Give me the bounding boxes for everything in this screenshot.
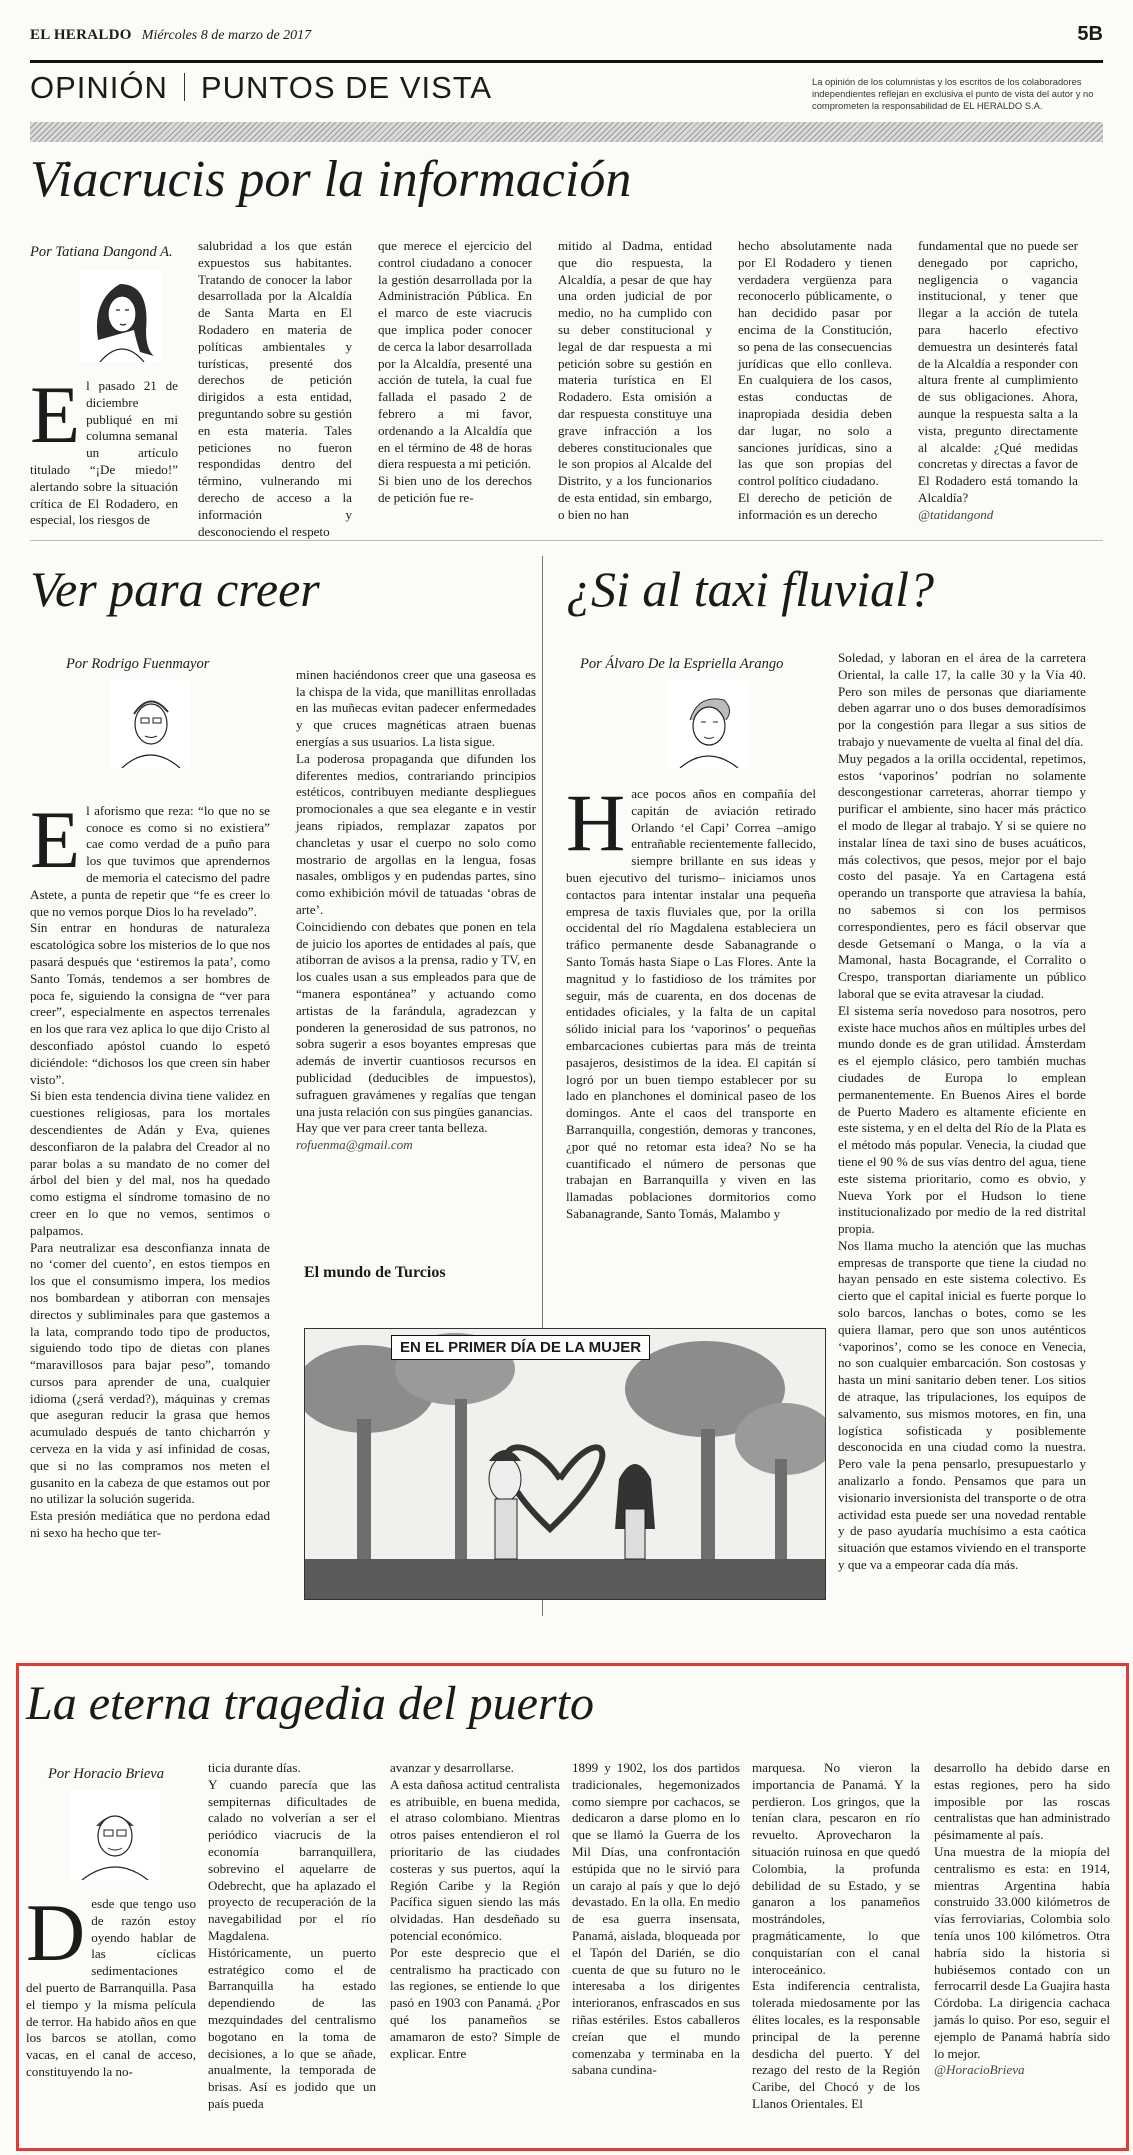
section-secondary: PUNTOS DE VISTA [200,70,493,105]
article4-col-4: 1899 y 1902, los dos partidos tradicionales, hegemonizados como siempre por cachacos, se dedicaron a darse plomo en lo que se llamó la Guerra de los Mil Días, una confrontación estúpida que no le sirvió para un carajo al país y que lo dejó devastado. En la olla. En medio de esa guerra insensata, Panamá, aislada, bloqueada por el Tapón del Darién, se dio cuenta de que su futuro no le interesaba a los dirigentes interioranos, enfrascados en sus riñas estériles. Estos caballeros creían que el mundo comenzaba y terminaba en la sabana cundina- [572,1760,740,2078]
masthead-rule [30,60,1103,63]
hatched-band [30,122,1103,142]
article1-col-6: fundamental que no puede ser denegado por capricho, negligencia o vagancia institucional, y tener que llegar a la acción de tutela para hacerlo efectivo demuestra un desinterés fatal de la Alcaldía a responder con altura frente al cumplimiento de sus obligaciones. Ahora, aunque la respuesta salta a la vista, pregunto directamente al alcalde: ¿Qué medidas concretas y directas a favor de El Rodadero está tomando la Alcaldía? @tatidangond [918,238,1078,522]
article4-byline: Por Horacio Brieva [48,1766,164,1782]
newspaper-name: EL HERALDO [30,27,132,43]
article2-col-1: El aforismo que reza: “lo que no se conoce es como si no existiera” cae como verdad de a puño para los que tuvimos que aprendernos de memoria el catecismo del padre Astete, a punta de repetir que “fe es creer lo que no vemos porque Dios lo ha revelado”. Sin entrar en honduras de naturaleza escatológica sobre los misterios de lo que nos pasará después que ‘estiremos la pata’, como Santo Tomás, tendemos a ser hombres de poca fe, siguiendo la consigna de “ver para creer”, especialmente en aspectos terrenales en los que rara vez aplica lo que dijo Cristo al desconfiado apóstol cuando lo espetó diciéndole: “dichosos los que creen sin haber visto”. Si bien esta tendencia divina tiene validez en cuestiones religiosas, para los mortales descendientes de Adán y Eva, quienes desconfiaron de la palabra del Creador al no parar bolas a su mandato de no comer del árbol del bien y del mal, nos ha quedado como estigma el síndrome tomasino de no creer en lo que no vemos, sentimos o palpamos. Para neutralizar esa desconfianza innata de no ‘comer del cuento’, en estos tiempos en los que el consumismo impera, los medios nos bombardean y atiborran con mensajes directos y subliminales para que gastemos a la lata, comprando todo tipo de productos, siguiendo todo tipo de dietas con planes “maravillosos para bajar peso”, tomando cursos para aprender de una, cualquier idioma (¿será verdad?), máquinas y cremas que aseguran reducir la grasa que hemos acumulado después de tanto chicharrón y cerveza en la vida y así infinidad de cosas, que si no las compramos nos meten el gusanito en la cabeza de que estamos out por no utilizar la solución sugerida. Esta presión mediática que no perdona edad ni sexo ha hecho que ter- [30,793,270,1541]
author-portrait-dangond [80,270,162,362]
article1-col-4: mitido al Dadma, entidad que dio respuesta, la Alcaldía, a pesar de que hay una orden judicial de por medio, no ha cumplido con su deber constitucional y legal de dar respuesta a mi petición sobre su gestión en materia turística en El Rodadero. Esta omisión a dar respuesta constituye una grave infracción a los deberes constitucionales que le son propios al Alcalde del Distrito, y a los funcionarios de esta entidad, sin embargo, o bien no han [558,238,712,522]
section-primary: OPINIÓN [30,70,168,105]
article3-col-1: Hace pocos años en compañía del capitán de aviación retirado Orlando ‘el Capi’ Correa –amigo entrañable recientemente fallecido, siempre brillante en sus ideas y buen ejecutivo del turismo– iniciamos unos contactos para intentar instalar una pequeña empresa de taxis fluviales que, por la orilla occidental del río Magdalena estableciera un tráfico permanente desde Sabanagrande o Santo Tomás hasta Siape o Las Flores. Ante la magnitud y lo fastidioso de los trámites por seguir, más de cuarenta, en dos docenas de entidades oficiales, y la falta de un capital sólido inicial para los ‘vaporinos’ o pequeñas embarcaciones cubiertas para más de treinta pasajeros, desistimos de la idea. El capitán sí logró por un buen tiempo establecer por su lado en planchones el dominical paseo de los domingos. Ante el caos del transporte en Barranquilla, congestión, demoras y trancones, ¿por qué no retomar esta idea? No se ha cuantificado el número de personas que trabajan en Barranquilla y viven en las llamadas poblaciones dormitorios como Sabanagrande, Santo Tomás, Malambo y [566,777,816,1221]
dropcap: D [26,1887,86,1978]
article4-col-3: avanzar y desarrollarse. A esta dañosa actitud centralista es atribuible, en buena medida, el atraso colombiano. Mientras otros países entendieron el rol prioritario de las ciudades costeras y sus puertos, aquí la Región Caribe y la Región Pacífica siguen siendo las más olvidadas. Han desdeñado su potencial económico. Por este desprecio que el centralismo ha practicado con las regiones, se entiende lo que pasó en 1903 con Panamá. ¿Por qué los panameños se amamaron de esto? Simple de explicar. Entre [390,1760,560,2061]
article1-byline: Por Tatiana Dangond A. [30,244,173,260]
masthead [30,23,1103,48]
article4-col-5: marquesa. No vieron la importancia de Panamá. Y la perdieron. Los gringos, que la tenían clara, pescaron en río revuelto. Aprovecharon la situación ruinosa en que quedó Colombia, la profunda debilidad de su Estado, y se ganaron a los panameños mostrándoles, pragmáticamente, lo que conquistarían con el canal interoceánico. Esta indiferencia centralista, tolerada miedosamente por las élites locales, es la responsable principal de la perenne desdicha del puerto. Y del rezago del resto de la Región Caribe, del Chocó y de los Llanos Orientales. El [752,1760,920,2111]
article3-col-2: Soledad, y laboran en el área de la carretera Oriental, la calle 17, la calle 30 y la Vía 40. Pero son miles de personas que diariamente deben agarrar uno o dos buses demoradísimos por la congestión para llegar a sus sitios de trabajo y nuevamente de vuelta al final del día. Muy pegados a la orilla occidental, repetimos, estos ‘vaporinos’ podrían no solamente descongestionar carreteras, ahorrar tiempo y purificar el ambiente, sino hacer más práctico el modo de llegar al trabajo. Y si se quiere no instalar línea de taxi sino de buses acuáticos, más colectivos, que pesos, mejor por el bajo costo del pasaje. Ya en Cartagena está operando un transporte que atraviesa la bahía, no sabemos si con los permisos correspondientes, pero es fácil observar que desde Getsemaní o Manga, o la vía a Mamonal, hasta Bocagrande, el Corralito o Crespo, transportan diariamente un público laboral que se evita atravesar la ciudad. El sistema sería novedoso para nosotros, pero existe hace muchos años en múltiples urbes del mundo donde es de gran utilidad. Ámsterdam es el ejemplo clásico, pero también muchas ciudades de Europa lo emplean permanentemente. En Buenos Aires el borde de Puerto Madero es altamente eficiente en este sistema, y en el delta del Río de la Plata es el método más popular. Venecia, la ciudad que tiene el 90 % de sus vías dentro del agua, tiene este sistema prioritario, como es obvio, y Nueva York por el Hudson lo tiene institucionalizado por medio de la red distrital propia. Nos llama mucho la atención que las muchas empresas de transporte que tiene la ciudad no hayan pensado en este sistema colectivo. Es cierto que el capital inicial es fuerte porque lo solo barcos, lanchas o botes, como se les quiera llamar, pero que son unos auténticos ‘vaporinos’, como se les conoce en Venecia, no son cualquier embarcación. Son costosas y hasta un mini sanitario deben tener. Los sitios de atraque, las tripulaciones, los equipos de salvamento, sus mismos motores, en fin, una logística sofisticada y posiblemente desconocida en una ciudad como la nuestra. Pero vale la pena pensarlo, presupuestarlo y analizarlo a fondo. Pensamos que para un visionario inversionista del transporte o de otra actividad esta puede ser una novedad rentable y de paso ayudaría muchísimo a esta caótica situación que estamos viviendo en el transporte y que va a empeorar cada día más. [838,650,1086,1573]
author-portrait-brieva [70,1790,160,1880]
article3-title: ¿Si al taxi fluvial? [566,561,935,617]
dropcap: E [30,369,81,460]
article2-col-2: minen haciéndonos creer que una gaseosa es la chispa de la vida, que manillitas enrolladas en las muñecas evitan padecer enfermedades y que cruces magnéticas atraen buenas energías a sus usuarios. La lista sigue. La poderosa propaganda que difunden los diferentes medios, contrariando principios estéticos, contribuyen mediante despliegues promocionales a que sea elegante e in vestir jeans ripiados, remplazar zapatos por chancletas y usar el cuerpo no solo como mostrario de argollas en la lengua, fosas nasales, ombligos y en pudendas partes, sino como exhibición móvil de tatuadas ‘obras de arte’. Coincidiendo con debates que ponen en tela de juicio los aportes de entidades al país, que atiborran de avisos a la prensa, radio y TV, en los cuales usan a sus empleados para que de “manera espontánea” y actuando como artistas de la farándula, agradezcan y ponderen la generosidad de sus patronos, no sobra sugerir a esos boyantes empresas que además de invertir cuantiosos recursos en publicidad (deducibles de impuestos), sufraguen gravámenes y regalías que tengan una justa relación con sus pingües ganancias. Hay que ver para creer tanta belleza. rofuenma@gmail.com [296,666,536,1153]
article3-byline: Por Álvaro De la Espriella Arango [580,656,784,672]
article2-signature: rofuenma@gmail.com [296,1137,413,1153]
dropcap: H [566,777,626,868]
article2-byline: Por Rodrigo Fuenmayor [66,656,210,672]
cartoon-drawing [305,1329,825,1599]
author-portrait-espriella [668,680,748,768]
article1-col-1: El pasado 21 de diciembre publiqué en mi columna semanal un artículo titulado “¡De miedo!” alertando sobre la situación crítica de El Rodadero, en especial, los riesgos de [30,369,178,528]
article4-signature: @HoracioBrieva [934,2062,1025,2078]
publication-date: Miércoles 8 de marzo de 2017 [141,28,312,43]
section-header [30,70,492,106]
article4-col-2: ticia durante días. Y cuando parecía que las sempiternas dificultades de calado no volverían a ser el periódico viacrucis de la economía barranquillera, sobrevino el aquelarre de Odebrecht, que ha aplazado el proyecto de recuperación de la navegabilidad por el río Magdalena. Históricamente, un puerto estratégico como el de Barranquilla ha estado dependiendo de las mezquindades del centralismo bogotano en la toma de decisiones, a lo que se añade, anualmente, la temporada de brisas. Así es jodido que un país pueda [208,1760,376,2111]
cartoon-caption: EN EL PRIMER DÍA DE LA MUJER [391,1335,650,1360]
article2-title: Ver para creer [30,561,320,617]
section-separator [184,73,185,101]
dropcap: E [30,793,81,885]
article4-title: La eterna tragedia del puerto [26,1677,594,1730]
disclaimer: La opinión de los columnistas y los escritos de los colaboradores independientes reflejan en exclusiva el punto de vista del autor y no comprometen la responsabilidad de EL HERALDO S.A. [812,76,1094,111]
cartoon [304,1328,826,1600]
section-divider [30,540,1103,541]
article1-title: Viacrucis por la información [30,151,632,208]
article4-col-1: Desde que tengo uso de razón estoy oyendo hablar de las cíclicas sedimentaciones del puerto de Barranquilla. Pasa el tiempo y la misma película de terror. Ha habido años en que los barcos se atollan, como vacas, en el canal de acceso, constituyendo la no- [26,1887,196,2079]
article1-col-2: salubridad a los que están expuestos sus habitantes. Tratando de conocer la labor desarrollada por la Alcaldía de Santa Marta en El Rodadero en materia de políticas ambientales y turísticas, presenté dos derechos de petición dirigidos a esta entidad, preguntando sobre su gestión en esta materia. Tales peticiones no fueron respondidas dentro del término, vulnerando mi derecho de acceso a la información y desconociendo el respeto [198,238,352,539]
author-portrait-fuenmayor [110,680,190,768]
article1-signature: @tatidangond [918,506,994,522]
page-number: 5B [1077,23,1103,45]
article1-col-5: hecho absolutamente nada por El Rodadero y tienen verdadera vergüenza para reconocerlo públicamente, o han decidido pasar por encima de la Constitución, so pena de las consecuencias jurídicas que ello conlleva. En cualquiera de los casos, estas conductas de inapropiada desidia deben dar lugar, no solo a sanciones jurídicas, sino a las que son propias del control político ciudadano. El derecho de petición de información es un derecho [738,238,892,522]
article4-col-6: desarrollo ha debido darse en estas regiones, pero ha sido imposible por las roscas centralistas que han administrado pésimamente al país. Una muestra de la miopía del centralismo es esta: en 1914, mientras Argentina había construido 33.000 kilómetros de vías ferroviarias, Colombia solo tenía unos 100 kilómetros. Otra habría sido la historia si hubiésemos contado con un ferrocarril desde La Guajira hasta Córdoba. La dirigencia cachaca jamás lo quiso. Por eso, seguir el ejemplo de Panamá habría sido lo mejor. @HoracioBrieva [934,1760,1110,2078]
article1-col-3: que merece el ejercicio del control ciudadano a conocer la gestión desarrollada por la Administración Pública. En el marco de este viacrucis que implica poder conocer de cerca la labor desarrollada por la Alcaldía, presenté una acción de tutela, la cual fue fallada el pasado 2 de febrero a mi favor, ordenando a la Alcaldía que en el término de 48 de horas diera respuesta a mi petición. Si bien uno de los derechos de petición fue re- [378,238,532,505]
cartoon-section-title: El mundo de Turcios [304,1264,446,1281]
